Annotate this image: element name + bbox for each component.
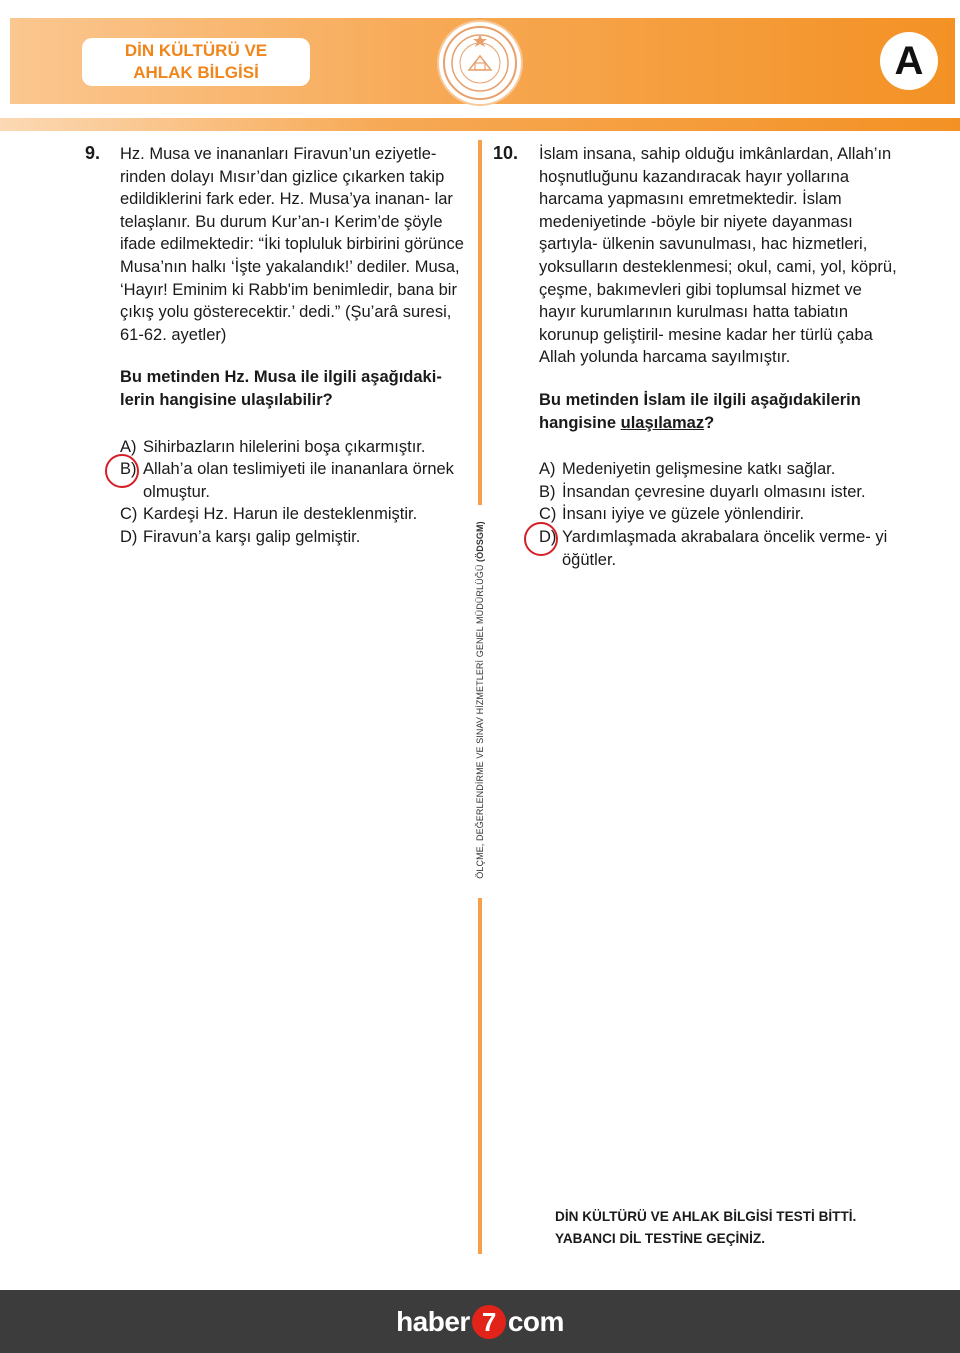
q9-option-d[interactable] [120,526,470,549]
end-note-line1: DİN KÜLTÜRÜ VE AHLAK BİLGİSİ TESTİ BİTTİ. [555,1209,857,1224]
option-text: İnsanı iyiye ve güzele yönlendirir. [562,505,805,524]
header-stripe [0,118,960,131]
q10-option-c[interactable] [539,503,899,526]
prompt-prefix: Bu metinden İslam ile ilgili aşağıdakilerin hangisine [539,390,861,432]
prompt-suffix: ? [704,413,715,432]
subject-title-line2: AHLAK BİLGİSİ [133,63,259,82]
question-10-number: 10. [493,143,519,163]
option-label: D) [120,527,138,546]
option-label: A) [539,460,556,479]
option-label: D) [539,527,557,546]
odsgm-side-text [475,521,485,878]
q9-option-b[interactable] [120,458,470,503]
option-text: Allah’a olan teslimiyeti ile inananlara örnek olmuştur. [143,460,454,501]
question-10-text: İslam insana, sahip olduğu imkânlardan, Allah’ın hoşnutluğunu kazandıracak hayır yollarına harcama yapmasını emretmektedir. İslam medeniyetinde -böyle bir niyete dayanması şartıyla- ülkenin savunulması, hac hizmetleri, yoksulların desteklenmesi; okul, cami, yol, köprü, çeşme, bakımevleri gibi toplumsal hizmet ve hayır kurumlarının kurulması hatta tabiatın korunup geliştiril- mesine kadar her türlü çaba Allah yolunda harcama sayılmıştır. [539,145,897,367]
question-9 [120,143,470,549]
question-10-options [539,458,899,571]
subject-title [82,38,310,86]
question-9-text: Hz. Musa ve inananları Firavun’un eziyetle- rinden dolayı Mısır’dan gizlice çıkarken takip edildiklerini fark eder. Hz. Musa’ya inanan- lar telaşlanır. Bu durum Kur’an-ı Kerim’de şöyle ifade edilmektedir: “İki topluluk birbirini görünce Musa’nın halkı ‘İşte yakalandık!’ dediler. Musa, ‘Hayır! Eminim ki Rabb'im benimledir, bana bir çıkış yolu gösterecektir.’ dedi.” (Şu’arâ suresi, 61-62. ayetler) [120,145,464,344]
end-note-line2: YABANCI DİL TESTİNE GEÇİNİZ. [555,1231,765,1246]
option-label: B) [120,460,137,479]
brand-left: haber [396,1306,470,1337]
question-9-prompt: Bu metinden Hz. Musa ile ilgili aşağıdaki- lerin hangisine ulaşılabilir? [120,368,442,409]
subject-title-line1: DİN KÜLTÜRÜ VE [124,41,268,60]
option-text: Firavun’a karşı galip gelmiştir. [143,527,361,546]
meb-seal-icon [439,22,521,104]
q10-option-d[interactable] [539,526,899,571]
option-label: C) [539,505,557,524]
haber7-logo[interactable] [0,1290,960,1353]
question-10 [539,143,899,571]
option-text: Kardeşi Hz. Harun ile desteklenmiştir. [143,505,418,524]
question-10-prompt [539,389,899,434]
option-label: B) [539,482,556,501]
q9-option-a[interactable] [120,436,470,459]
side-text-abbr: (ÖDSGM) [475,521,485,562]
brand-right: com [507,1306,564,1337]
column-divider-bottom [478,898,482,1254]
q10-option-b[interactable] [539,481,899,504]
q9-option-c[interactable] [120,503,470,526]
option-text: İnsandan çevresine duyarlı olmasını ister. [562,482,866,501]
option-text: Yardımlaşmada akrabalara öncelik verme- yi öğütler. [562,527,888,569]
option-label: C) [120,505,138,524]
column-divider-top [478,140,482,505]
q10-option-a[interactable] [539,458,899,481]
page-footer [0,1290,960,1353]
prompt-emphasis: ulaşılamaz [620,413,705,432]
test-end-note [555,1206,856,1250]
booklet-letter: A [880,32,938,90]
brand-number: 7 [472,1305,506,1339]
option-label: A) [120,437,137,456]
question-9-number: 9. [85,143,101,163]
option-text: Sihirbazların hilelerini boşa çıkarmıştır. [143,437,426,456]
side-text-main: ÖLÇME, DEĞERLENDİRME VE SINAV HİZMETLERİ GENEL MÜDÜRLÜĞÜ [475,564,485,879]
option-text: Medeniyetin gelişmesine katkı sağlar. [562,460,836,479]
question-9-options [120,436,470,549]
